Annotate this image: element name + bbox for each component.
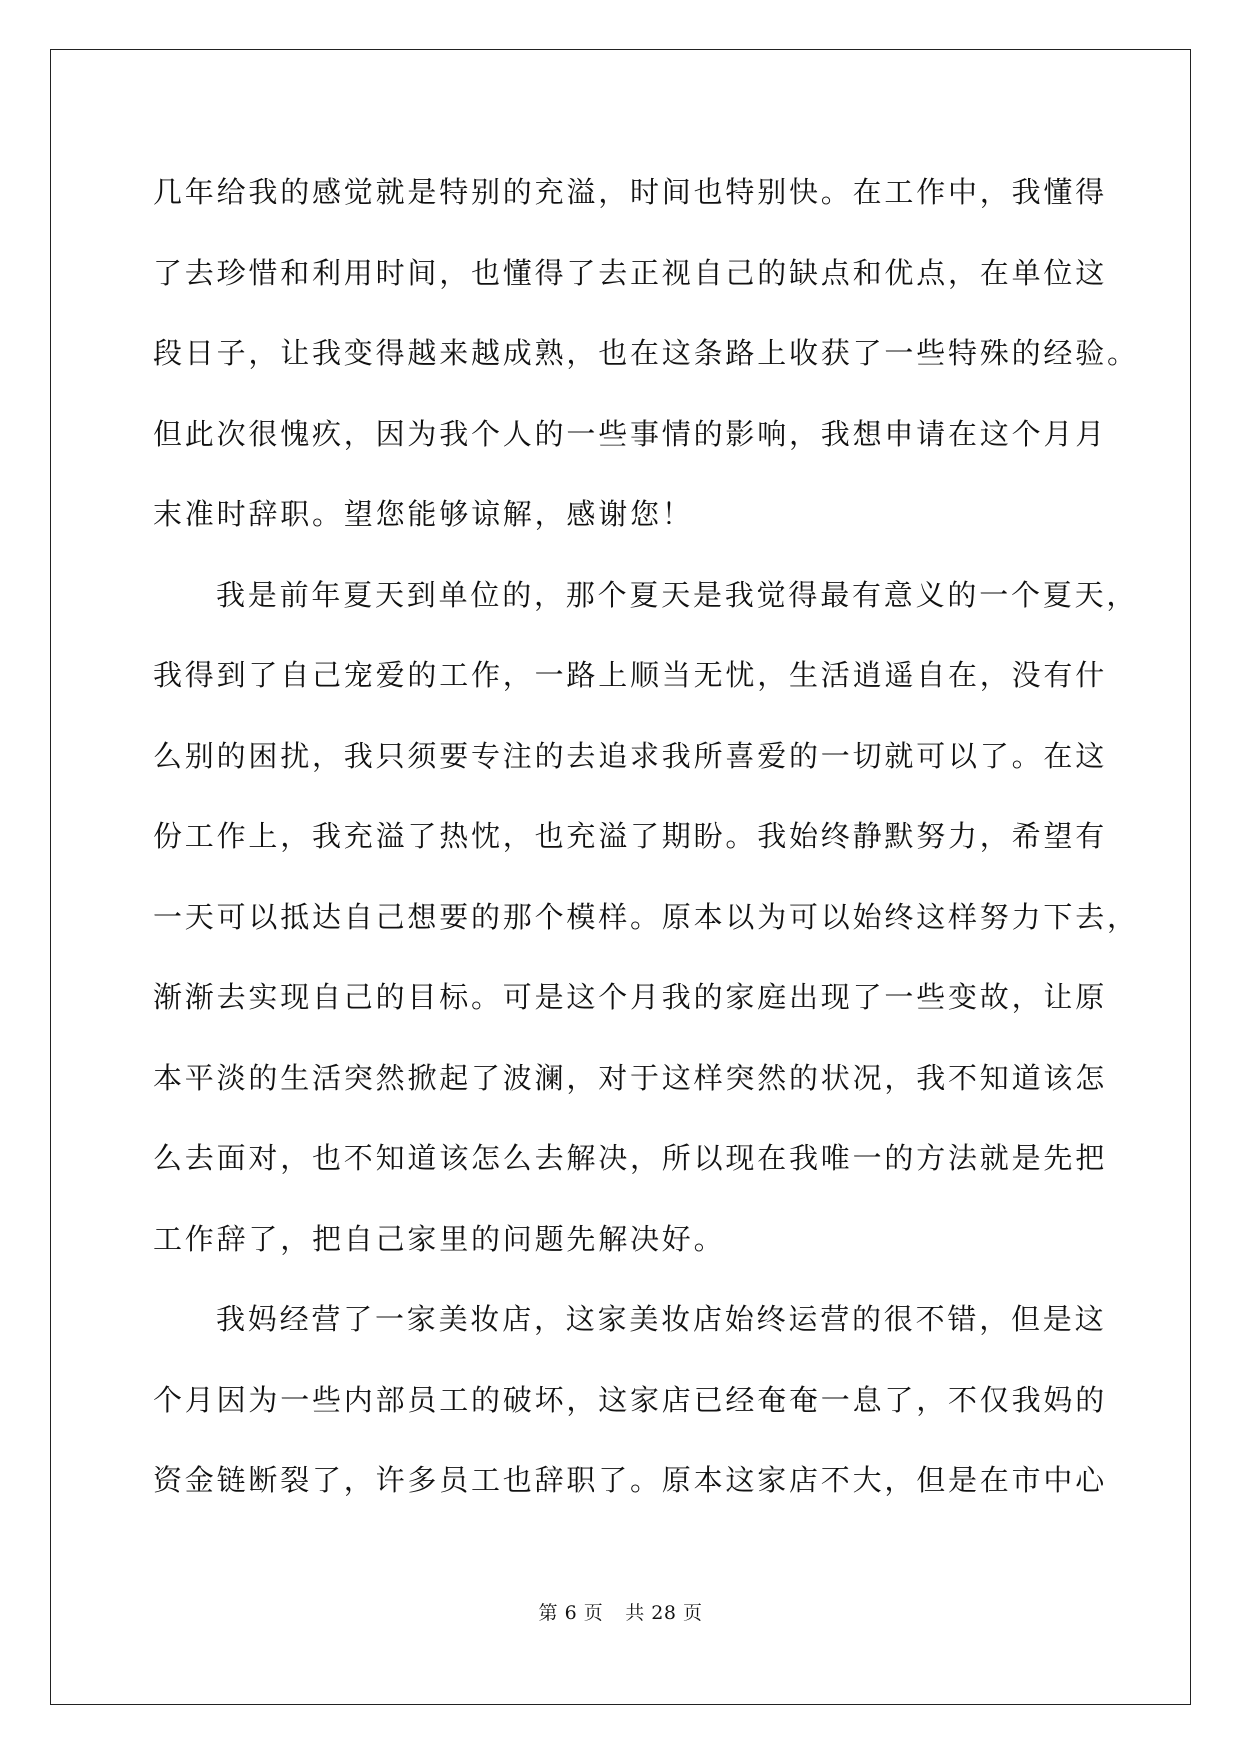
text-line: 么去面对，也不知道该怎么去解决，所以现在我唯一的方法就是先把 — [153, 1141, 1108, 1175]
text-line: 我妈经营了一家美妆店，这家美妆店始终运营的很不错，但是这 — [216, 1302, 1107, 1336]
text-line: 资金链断裂了，许多员工也辞职了。原本这家店不大，但是在市中心 — [153, 1463, 1108, 1497]
page-number: 第 6 页 — [538, 1602, 604, 1624]
text-line: 我得到了自己宠爱的工作，一路上顺当无忧，生活逍遥自在，没有什 — [153, 658, 1108, 692]
text-line: 段日子，让我变得越来越成熟，也在这条路上收获了一些特殊的经验。 — [153, 336, 1139, 370]
text-line: 工作辞了，把自己家里的问题先解决好。 — [153, 1221, 726, 1256]
text-line: 末准时辞职。望您能够谅解，感谢您！ — [153, 497, 694, 531]
page-total: 共 28 页 — [625, 1602, 703, 1624]
text-line: 一天可以抵达自己想要的那个模样。原本以为可以始终这样努力下去， — [153, 899, 1139, 934]
text-line: 么别的困扰，我只须要专注的去追求我所喜爱的一切就可以了。在这 — [153, 738, 1108, 773]
text-line: 本平淡的生活突然掀起了波澜，对于这样突然的状况，我不知道该怎 — [153, 1060, 1108, 1095]
text-line: 了去珍惜和利用时间，也懂得了去正视自己的缺点和优点，在单位这 — [153, 255, 1108, 290]
text-line: 渐渐去实现自己的目标。可是这个月我的家庭出现了一些变故，让原 — [153, 980, 1108, 1014]
page-footer — [0, 1598, 1241, 1625]
text-line: 个月因为一些内部员工的破坏，这家店已经奄奄一息了，不仅我妈的 — [153, 1382, 1108, 1417]
text-line: 份工作上，我充溢了热忱，也充溢了期盼。我始终静默努力，希望有 — [153, 819, 1108, 853]
text-line: 几年给我的感觉就是特别的充溢，时间也特别快。在工作中，我懂得 — [153, 175, 1108, 209]
text-line: 我是前年夏天到单位的，那个夏天是我觉得最有意义的一个夏天， — [216, 577, 1139, 612]
document-body — [153, 162, 1139, 1531]
text-line: 但此次很愧疚，因为我个人的一些事情的影响，我想申请在这个月月 — [153, 416, 1108, 451]
